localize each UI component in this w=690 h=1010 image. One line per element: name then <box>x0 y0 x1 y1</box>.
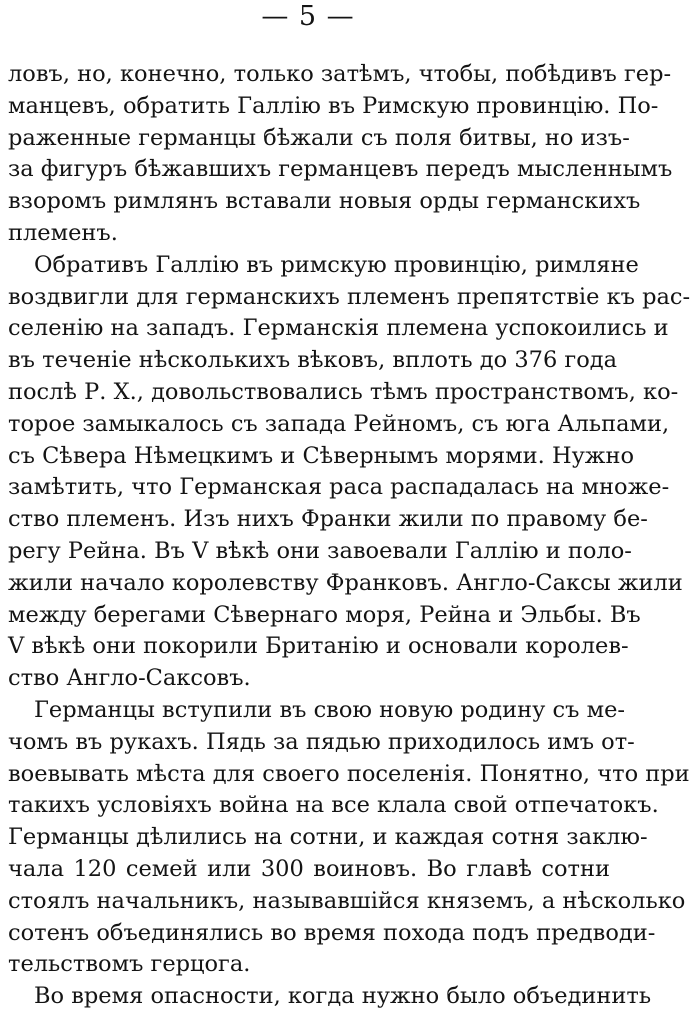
text-line: тельствомъ герцога. <box>8 951 251 978</box>
text-line: между берегами Сѣвернаго моря, Рейна и Эльбы. Въ <box>8 601 641 628</box>
text-line: воевывать мѣста для своего поселенія. Понятно, что при <box>8 760 690 787</box>
text-line: замѣтить, что Германская раса распадалась на множе- <box>8 474 670 501</box>
text-line: торое замыкалось съ запада Рейномъ, съ юга Альпами, <box>8 410 670 437</box>
text-line: ловъ, но, конечно, только затѣмъ, чтобы, побѣдивъ гер- <box>8 61 672 87</box>
text-line: ство племенъ. Изъ нихъ Франки жили по правому бе- <box>8 506 648 533</box>
text-line: V вѣкѣ они покорили Британію и основали королев- <box>8 633 629 660</box>
text-line: раженные германцы бѣжали съ поля битвы, но изъ- <box>8 124 630 151</box>
text-line: Обративъ Галлію въ римскую провинцію, римляне <box>34 251 639 278</box>
text-line: регу Рейна. Въ V вѣкѣ они завоевали Галлію и поло- <box>8 538 632 564</box>
text-line: Во время опасности, когда нужно было объединить <box>34 983 652 1010</box>
text-line: такихъ условіяхъ война на все клала свой отпечатокъ. <box>8 792 659 819</box>
text-line: послѣ Р. Х., довольствовались тѣмъ пространствомъ, ко- <box>8 379 679 405</box>
text-line: взоромъ римлянъ вставали новыя орды германскихъ <box>8 188 641 215</box>
text-line: стоялъ начальникъ, называвшійся княземъ, а нѣсколько <box>8 887 686 914</box>
text-line: съ Сѣвера Нѣмецкимъ и Сѣвернымъ морями. Нужно <box>8 442 635 469</box>
text-line: жили начало королевству Франковъ. Англо-Саксы жили <box>8 569 683 596</box>
text-line: чомъ въ рукахъ. Пядь за пядью приходилось имъ от- <box>8 728 635 755</box>
text-line: въ теченіе нѣсколькихъ вѣковъ, вплоть до 376 года <box>8 347 618 374</box>
text-line: воздвигли для германскихъ племенъ препятствіе къ рас- <box>8 283 690 310</box>
text-line: селенію на западъ. Германскія племена успокоились и <box>8 315 669 342</box>
text-line: сотенъ объединялись во время похода подъ предводи- <box>8 919 656 946</box>
text-line: за фигуръ бѣжавшихъ германцевъ передъ мысленнымъ <box>8 156 673 183</box>
text-line: Германцы вступили въ свою новую родину съ ме- <box>34 697 625 723</box>
text-line: чала 120 семей или 300 воиновъ. Во главѣ сотни <box>8 856 610 882</box>
text-line: манцевъ, обратить Галлію въ Римскую провинцію. По- <box>8 92 659 119</box>
text-line: Германцы дѣлились на сотни, и каждая сотня заклю- <box>8 824 648 851</box>
text-line: племенъ. <box>8 220 118 246</box>
page-number: — 5 — <box>261 1 355 32</box>
text-line: ство Англо-Саксовъ. <box>8 665 251 692</box>
